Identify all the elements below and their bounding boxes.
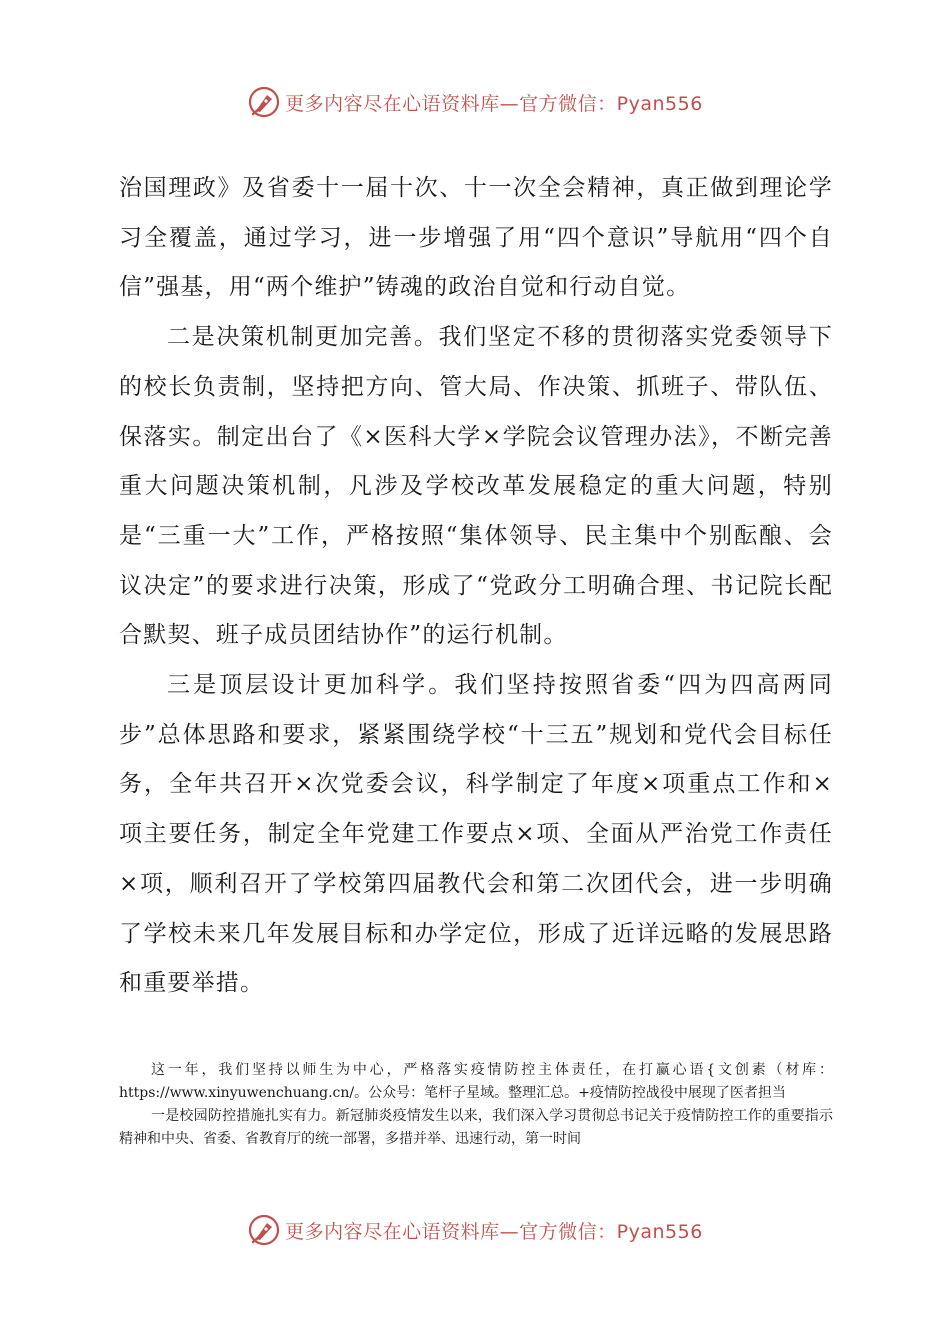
footer-banner: [0, 1210, 950, 1250]
pen-nib-logo-icon: [247, 85, 281, 119]
document-small-text: [119, 1059, 833, 1151]
document-body: [119, 164, 833, 1009]
paragraph-decision-mechanism: 二是决策机制更加完善。我们坚定不移的贯彻落实党委领导下的校长负责制，坚持把方向、管大局、作决策、抓班子、带队伍、保落实。制定出台了《×医科大学×学院会议管理办法》，不断完善重大问题决策机制，凡涉及学校改革发展稳定的重大问题，特别是“三重一大”工作，严格按照“集体领导、民主集中个别酝酿、会议决定”的要求进行决策，形成了“党政分工明确合理、书记院长配合默契、班子成员团结协作”的运行机制。: [119, 324, 833, 649]
paragraph-top-level-design: 三是顶层设计更加科学。我们坚持按照省委“四为四高两同步”总体思路和要求，紧紧围绕学校“十三五”规划和党代会目标任务，全年共召开×次党委会议，科学制定了年度×项重点工作和×项主要任务，制定全年党建工作要点×项、全面从严治党工作责任×项，顺利召开了学校第四届教代会和第二次团代会，进一步明确了学校未来几年发展目标和办学定位，形成了近详远略的发展思路和重要举措。: [119, 672, 833, 997]
banner-text: 更多内容尽在心语资料库—官方微信：Pyan556: [285, 1220, 703, 1243]
header-banner: [0, 82, 950, 122]
paragraph-epidemic-intro: 这一年，我们坚持以师生为中心，严格落实疫情防控主体责任，在打赢心语{文创素（材库：https://www.xinyuwenchuang.cn/。公众号：笔杆子星域。整理汇总。+疫情防控战役中展现了医者担当: [119, 1062, 833, 1101]
banner-text: 更多内容尽在心语资料库—官方微信：Pyan556: [285, 92, 703, 115]
paragraph-continuation: 治国理政》及省委十一届十次、十一次全会精神，真正做到理论学习全覆盖，通过学习，进一步增强了用“四个意识”导航用“四个自信”强基，用“两个维护”铸魂的政治自觉和行动自觉。: [119, 175, 833, 301]
pen-nib-logo-icon: [247, 1213, 281, 1247]
paragraph-campus-prevention: 一是校园防控措施扎实有力。新冠肺炎疫情发生以来，我们深入学习贯彻总书记关于疫情防控工作的重要指示精神和中央、省委、省教育厅的统一部署，多措并举、迅速行动，第一时间: [119, 1108, 833, 1147]
